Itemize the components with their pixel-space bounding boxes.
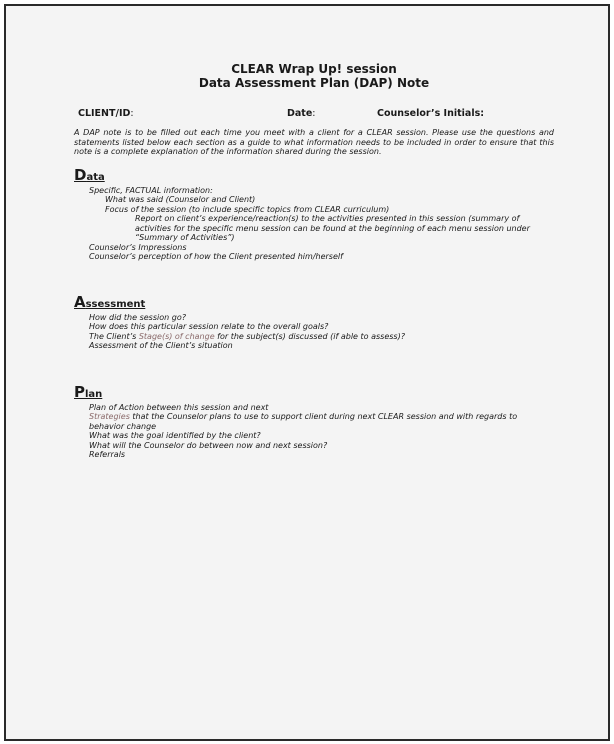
data-heading: Data <box>74 165 105 184</box>
assessment-items <box>74 313 554 351</box>
title-line-1: CLEAR Wrap Up! session <box>231 62 397 76</box>
data-items <box>74 186 554 262</box>
list-item: What will the Counselor do between now and next session? <box>89 440 328 450</box>
document-frame <box>4 4 610 741</box>
list-item: The Client’s Stage(s) of change for the subject(s) discussed (if able to assess)? <box>89 331 405 341</box>
list-item: How did the session go? <box>89 312 186 322</box>
list-item: What was the goal identified by the client? <box>89 431 261 440</box>
plan-items <box>74 403 554 460</box>
list-item: Referrals <box>89 450 126 459</box>
date-label: Date: <box>287 108 316 119</box>
list-item: Specific, FACTUAL information: <box>89 185 213 195</box>
strategies-link[interactable]: Strategies <box>89 412 130 421</box>
header-row <box>74 108 554 122</box>
list-item: Counselor’s Impressions <box>89 242 187 252</box>
list-item: Plan of Action between this session and next <box>89 402 269 412</box>
intro-paragraph: A DAP note is to be filled out each time you meet with a client for a CLEAR session. Please use the questions and statements listed below each section as a guide to what information needs to be included in order to ensure that this note is a complete explanation of the information shared during the session. <box>74 128 554 156</box>
list-item: Report on client’s experience/reaction(s) to the activities presented in this session (summary of activities for the specific menu session can be found at the beginning of each menu session under “Summary of Activities”) <box>135 214 530 242</box>
list-item: Strategies that the Counselor plans to use to support client during next CLEAR session and with regards to behavior change <box>89 412 518 431</box>
list-item: Focus of the session (to include specific topics from CLEAR curriculum) <box>105 204 390 214</box>
list-item: What was said (Counselor and Client) <box>105 195 256 204</box>
list-item: Counselor’s perception of how the Client presented him/herself <box>89 252 343 261</box>
stages-of-change-link[interactable]: Stage(s) of change <box>138 331 215 341</box>
list-item: Assessment of the Client’s situation <box>89 341 233 350</box>
client-id-label: CLIENT/ID: <box>78 108 134 119</box>
list-item: How does this particular session relate to the overall goals? <box>89 322 329 331</box>
plan-heading: Plan <box>74 382 103 401</box>
dap-note-document <box>74 62 554 460</box>
assessment-heading: Assessment <box>74 292 146 311</box>
counselor-initials-label: Counselor’s Initials: <box>377 108 485 119</box>
title-line-2: Data Assessment Plan (DAP) Note <box>198 76 430 90</box>
